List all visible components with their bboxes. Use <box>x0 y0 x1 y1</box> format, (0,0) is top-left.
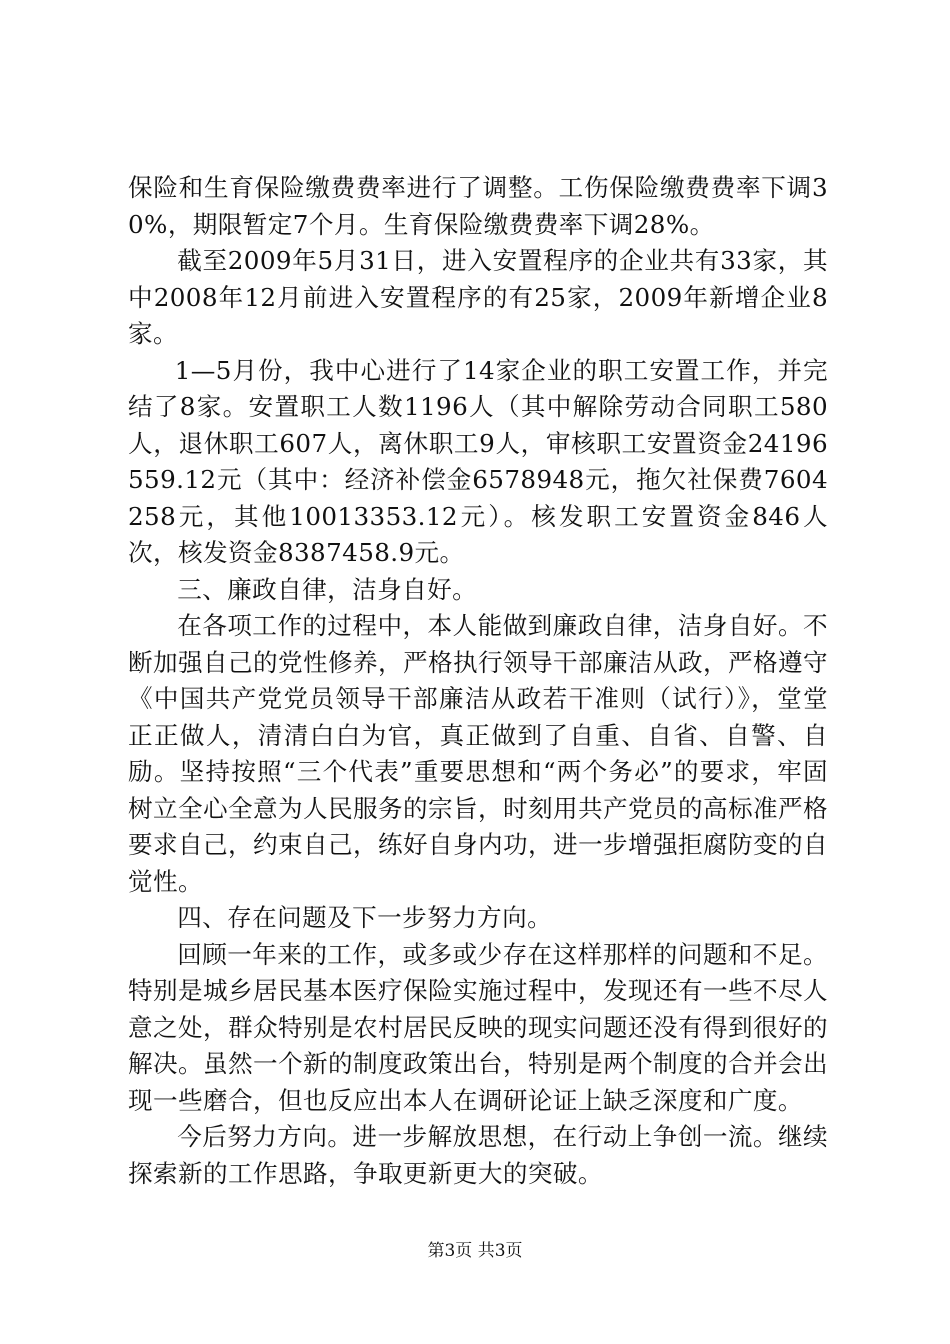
section-heading-integrity: 三、廉政自律，洁身自好。 <box>177 574 478 604</box>
paragraph-problems: 回顾一年来的工作，或多或少存在这样那样的问题和不足。特别是城乡居民基本医疗保险实施过程中，发现还有一些不尽人意之处，群众特别是农村居民反映的现实问题还没有得到很好的解决。虽然一个新的制度政策出台，特别是两个制度的合并会出现一些磨合，但也反应出本人在调研论证上缺乏深度和广度。 <box>128 939 828 1115</box>
paragraph-worker-placement: 1—5月份，我中心进行了14家企业的职工安置工作，并完结了8家。安置职工人数1196人（其中解除劳动合同职工580人，退休职工607人，离休职工9人，审核职工安置资金24196559.12元（其中：经济补偿金6578948元，拖欠社保费7604258元，其他10013353.12元）。核发职工安置资金846人次，核发资金8387458.9元。 <box>128 355 828 567</box>
page-footer: 第3页 共3页 <box>427 1241 523 1261</box>
section-heading-problems: 四、存在问题及下一步努力方向。 <box>177 903 553 932</box>
paragraph-insurance-rates: 保险和生育保险缴费费率进行了调整。工伤保险缴费费率下调30%，期限暂定7个月。生育保险缴费费率下调28%。 <box>128 173 828 239</box>
document-body <box>128 170 828 1192</box>
paragraph-enterprise-count: 截至2009年5月31日，进入安置程序的企业共有33家，其中2008年12月前进入安置程序的有25家，2009年新增企业8家。 <box>128 246 828 348</box>
paragraph-integrity: 在各项工作的过程中，本人能做到廉政自律，洁身自好。不断加强自己的党性修养，严格执行领导干部廉洁从政，严格遵守《中国共产党党员领导干部廉洁从政若干准则（试行）》，堂堂正正做人，清清白白为官，真正做到了自重、自省、自警、自励。坚持按照“三个代表”重要思想和“两个务必”的要求，牢固树立全心全意为人民服务的宗旨，时刻用共产党员的高标准严格要求自己，约束自己，练好自身内功，进一步增强拒腐防变的自觉性。 <box>128 611 828 896</box>
paragraph-future-direction: 今后努力方向。进一步解放思想，在行动上争创一流。继续探索新的工作思路，争取更新更大的突破。 <box>128 1122 828 1188</box>
